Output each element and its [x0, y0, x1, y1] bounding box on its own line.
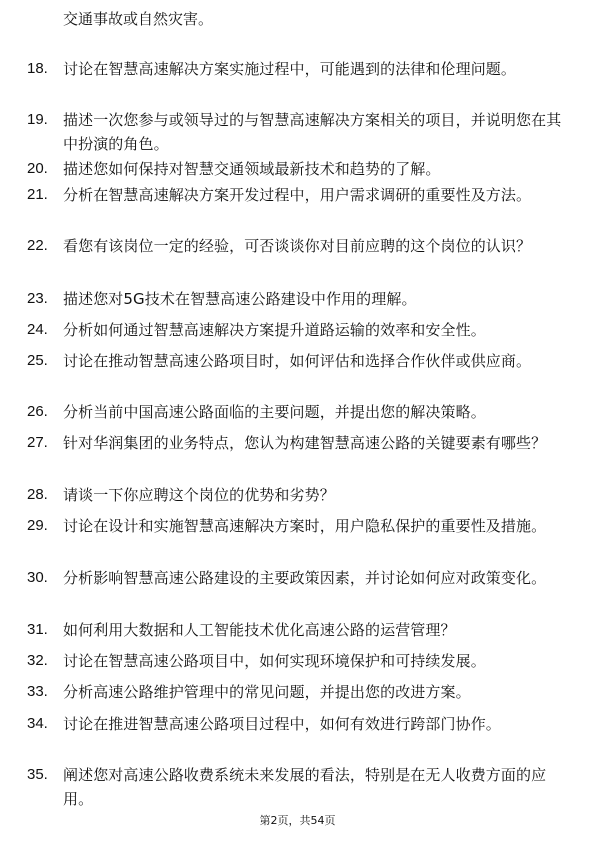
question-text: 讨论在推进智慧高速公路项目过程中，如何有效进行跨部门协作。: [63, 715, 501, 733]
question-text: 分析高速公路维护管理中的常见问题，并提出您的改进方案。: [63, 683, 471, 701]
question-text: 讨论在推动智慧高速公路项目时，如何评估和选择合作伙伴或供应商。: [63, 352, 532, 370]
question-text: 针对华润集团的业务特点，您认为构建智慧高速公路的关键要素有哪些？: [63, 434, 547, 452]
question-number: 26.: [27, 403, 48, 420]
question-text: 分析在智慧高速解决方案开发过程中，用户需求调研的重要性及方法。: [63, 186, 532, 204]
question-number: 33.: [27, 683, 48, 700]
question-number: 23.: [27, 290, 48, 307]
question-number: 18.: [27, 60, 48, 77]
question-number: 19.: [27, 111, 48, 128]
question-text: 讨论在智慧高速公路项目中，如何实现环境保护和可持续发展。: [63, 652, 486, 670]
question-text: 分析如何通过智慧高速解决方案提升道路运输的效率和安全性。: [63, 321, 486, 339]
question-number: 30.: [27, 569, 48, 586]
question-number: 35.: [27, 766, 48, 783]
question-number: 31.: [27, 621, 48, 638]
question-number: 28.: [27, 486, 48, 503]
question-text: 描述您对5G技术在智慧高速公路建设中作用的理解。: [63, 290, 417, 308]
question-number: 25.: [27, 352, 48, 369]
question-text: 分析当前中国高速公路面临的主要问题，并提出您的解决策略。: [63, 403, 486, 421]
question-text: 如何利用大数据和人工智能技术优化高速公路的运营管理？: [63, 621, 456, 639]
question-text: 讨论在设计和实施智慧高速解决方案时，用户隐私保护的重要性及措施。: [63, 517, 547, 535]
question-text: 描述您如何保持对智慧交通领域最新技术和趋势的了解。: [63, 160, 441, 178]
page-footer: 第2页，共54页: [259, 814, 336, 827]
question-number: 34.: [27, 715, 48, 732]
question-text: 讨论在智慧高速解决方案实施过程中，可能遇到的法律和伦理问题。: [63, 60, 517, 78]
question-number: 29.: [27, 517, 48, 534]
question-number: 27.: [27, 434, 48, 451]
question-text: 请谈一下你应聘这个岗位的优势和劣势？: [63, 486, 335, 504]
question-number: 22.: [27, 237, 48, 254]
question-number: 21.: [27, 186, 48, 203]
question-text: 描述一次您参与或领导过的与智慧高速解决方案相关的项目，并说明您在其中扮演的角色。: [63, 111, 562, 153]
question-text: 看您有该岗位一定的经验，可否谈谈你对目前应聘的这个岗位的认识？: [63, 237, 532, 255]
question-number: 32.: [27, 652, 48, 669]
question-number: 20.: [27, 160, 48, 177]
question-text: 分析影响智慧高速公路建设的主要政策因素，并讨论如何应对政策变化。: [63, 569, 547, 587]
question-text: 阐述您对高速公路收费系统未来发展的看法，特别是在无人收费方面的应用。: [63, 766, 547, 808]
question-number: 24.: [27, 321, 48, 338]
continuation-text: 交通事故或自然灾害。: [63, 10, 214, 28]
